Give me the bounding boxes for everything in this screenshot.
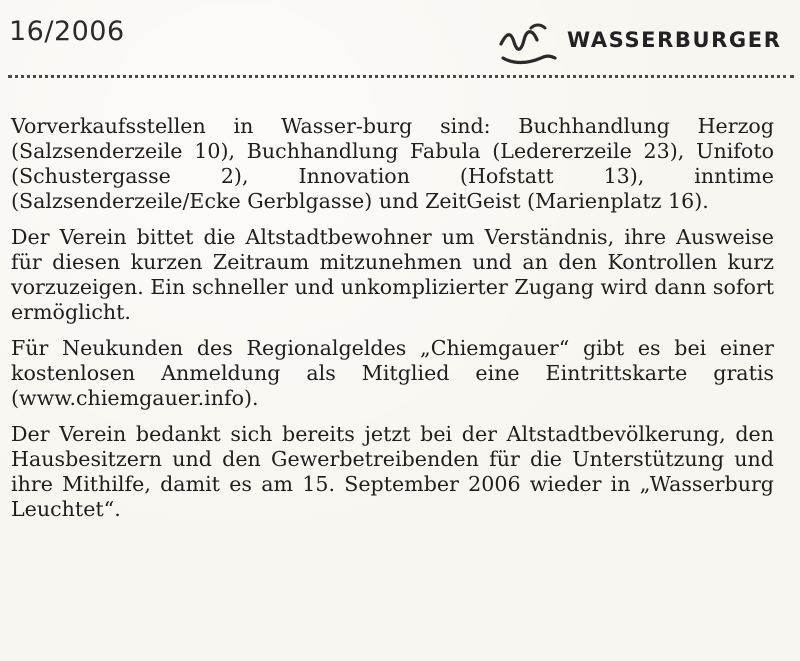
paragraph-presale-locations: Vorverkaufsstellen in Wasser-burg sind: Buchhandlung Herzog (Salzsenderzeile 10), Buchhandlung Fabula (Ledererzeile 23), Unifoto (Schustergasse 2), Innovation (Hofstatt 13), inntime (Salzsenderzeile/Ecke Gerblgasse) und ZeitGeist (Marienplatz 16). — [11, 114, 774, 213]
paragraph-thanks: Der Verein bedankt sich bereits jetzt bei der Altstadtbevölkerung, den Hausbesitzern und den Gewerbetreibenden für die Unterstützung und ihre Mithilfe, damit es am 15. September 2006 wieder in „Wasserburg Leuchtet“. — [11, 422, 774, 521]
article-body — [11, 114, 774, 533]
wave-logo-icon — [497, 20, 557, 68]
issue-number: 16/2006 — [9, 16, 125, 47]
dotted-divider — [8, 75, 794, 78]
masthead — [497, 20, 797, 70]
paragraph-id-request: Der Verein bittet die Altstadtbewohner um Verständnis, ihre Ausweise für diesen kurzen Zeitraum mitzunehmen und an den Kontrollen kurz vorzuzeigen. Ein schneller und unkomplizierter Zugang wird dann sofort ermöglicht. — [11, 225, 774, 324]
brand-name: WASSERBURGER — [567, 28, 782, 52]
paragraph-chiemgauer: Für Neukunden des Regionalgeldes „Chiemgauer“ gibt es bei einer kostenlosen Anmeldung als Mitglied eine Eintrittskarte gratis (www.chiemgauer.info). — [11, 336, 774, 410]
page-header — [0, 0, 800, 82]
